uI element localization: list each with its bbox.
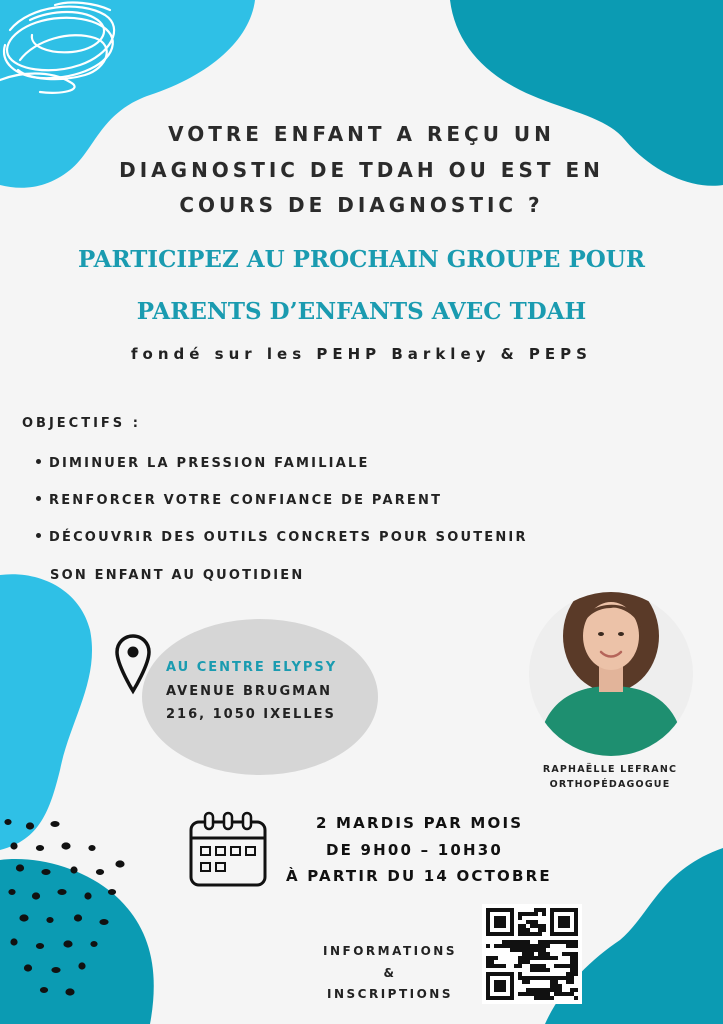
presenter-photo bbox=[527, 578, 695, 758]
decor-dot bbox=[8, 889, 15, 895]
decor-dot bbox=[115, 860, 124, 867]
decor-dot bbox=[108, 889, 116, 895]
decor-dot bbox=[41, 869, 50, 875]
location-street: AVENUE BRUGMAN bbox=[166, 684, 332, 699]
decor-dot bbox=[50, 821, 59, 827]
decor-dot bbox=[10, 938, 17, 945]
location-pin-icon bbox=[114, 633, 152, 695]
blob-bottom-left bbox=[0, 859, 154, 1024]
decor-dot bbox=[57, 889, 66, 895]
decor-dot bbox=[36, 943, 44, 949]
decor-dot bbox=[63, 940, 72, 947]
decor-dot bbox=[4, 819, 11, 825]
info-line-1: INFORMATIONS bbox=[323, 944, 457, 958]
decor-dot bbox=[40, 987, 48, 993]
decor-dot bbox=[36, 845, 44, 851]
objectives-title: OBJECTIFS : bbox=[22, 416, 141, 431]
decor-dot bbox=[32, 892, 40, 899]
calendar-icon bbox=[188, 810, 268, 888]
decor-dot bbox=[61, 842, 70, 849]
objective-item bbox=[36, 493, 442, 508]
schedule-start: À PARTIR DU 14 OCTOBRE bbox=[286, 867, 552, 885]
cta-line-2: PARENTS D’ENFANTS AVEC TDAH bbox=[136, 298, 587, 325]
decor-dot bbox=[16, 864, 24, 871]
headline-line-2: DIAGNOSTIC DE TDAH OU EST EN bbox=[119, 158, 604, 182]
decor-dot bbox=[74, 914, 82, 921]
bullet-icon bbox=[36, 533, 41, 538]
info-line-3: INSCRIPTIONS bbox=[327, 987, 453, 1001]
decor-dot bbox=[70, 866, 77, 873]
decor-dot bbox=[99, 919, 108, 925]
decor-dot bbox=[96, 869, 104, 875]
decor-dot bbox=[46, 917, 53, 923]
decor-dot bbox=[84, 892, 91, 899]
decor-dot bbox=[88, 845, 95, 851]
cta-line-1: PARTICIPEZ AU PROCHAIN GROUPE POUR bbox=[78, 246, 645, 273]
blob-left-middle bbox=[0, 574, 92, 850]
qr-code-icon[interactable] bbox=[482, 904, 582, 1004]
headline-line-3: COURS DE DIAGNOSTIC ? bbox=[179, 193, 544, 217]
subtitle: fondé sur les PEHP Barkley & PEPS bbox=[131, 345, 592, 363]
schedule-frequency: 2 MARDIS PAR MOIS bbox=[316, 814, 524, 832]
info-line-2: & bbox=[383, 966, 397, 980]
schedule-time: DE 9H00 – 10H30 bbox=[326, 841, 504, 859]
decor-dot bbox=[24, 964, 32, 971]
objective-text: DÉCOUVRIR DES OUTILS CONCRETS POUR SOUTENIR bbox=[49, 530, 528, 545]
decor-dot bbox=[26, 822, 34, 829]
decor-dot bbox=[65, 988, 74, 995]
decor-dot bbox=[10, 842, 17, 849]
presenter-role: ORTHOPÉDAGOGUE bbox=[549, 779, 671, 790]
location-name: AU CENTRE ELYPSY bbox=[166, 660, 338, 675]
decor-dot bbox=[78, 962, 85, 969]
scribble-icon bbox=[0, 0, 130, 95]
decor-dot bbox=[51, 967, 60, 973]
headline-line-1: VOTRE ENFANT A REÇU UN bbox=[168, 122, 555, 146]
objective-item bbox=[36, 456, 370, 471]
objective-text: RENFORCER VOTRE CONFIANCE DE PARENT bbox=[49, 493, 443, 508]
bullet-icon bbox=[36, 496, 41, 501]
presenter-name: RAPHAËLLE LEFRANC bbox=[542, 764, 678, 775]
objective-item bbox=[36, 530, 528, 545]
decor-dot bbox=[90, 941, 97, 947]
decor-dot bbox=[19, 914, 28, 921]
bullet-icon bbox=[36, 459, 41, 464]
objective-continuation: SON ENFANT AU QUOTIDIEN bbox=[50, 568, 305, 583]
location-city: 216, 1050 IXELLES bbox=[166, 707, 336, 722]
objective-text: DIMINUER LA PRESSION FAMILIALE bbox=[49, 456, 370, 471]
